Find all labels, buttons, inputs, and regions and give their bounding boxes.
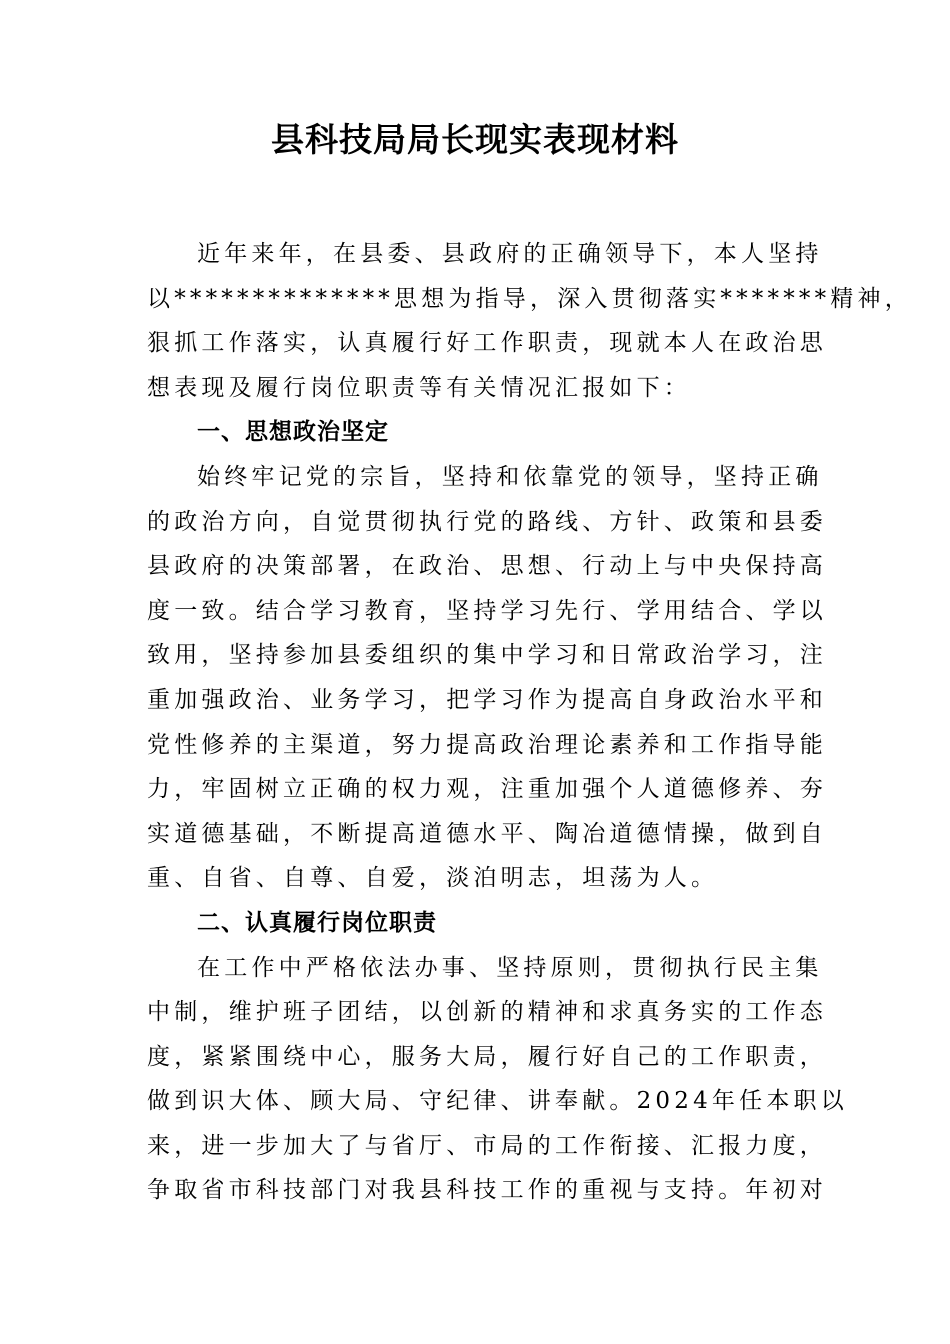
section-heading: 二、认真履行岗位职责 (197, 909, 437, 936)
section-heading: 一、思想政治坚定 (197, 419, 389, 446)
paragraph-line: 在工作中严格依法办事、坚持原则，贯彻执行民主集 (197, 954, 823, 981)
paragraph-line: 始终牢记党的宗旨，坚持和依靠党的领导，坚持正确 (197, 463, 823, 490)
paragraph-line: 狠抓工作落实，认真履行好工作职责，现就本人在政治思 (147, 330, 827, 357)
paragraph-line: 近年来年，在县委、县政府的正确领导下，本人坚持 (197, 241, 823, 267)
paragraph-line: 度，紧紧围绕中心，服务大局，履行好自己的工作职责， (147, 1043, 827, 1070)
paragraph-line: 党性修养的主渠道，努力提高政治理论素养和工作指导能 (147, 731, 827, 758)
document-body (147, 232, 912, 1213)
paragraph-line: 的政治方向，自觉贯彻执行党的路线、方针、政策和县委 (147, 508, 827, 535)
section-political (147, 410, 827, 901)
paragraph-line: 致用，坚持参加县委组织的集中学习和日常政治学习，注 (147, 642, 827, 669)
document-title: 县科技局局长现实表现材料 (271, 120, 679, 159)
paragraph-line: 想表现及履行岗位职责等有关情况汇报如下： (147, 374, 691, 401)
paragraph-line: 以**************思想为指导，深入贯彻落实*******精神， (147, 285, 912, 312)
section-duties (147, 901, 848, 1213)
paragraph-line: 县政府的决策部署，在政治、思想、行动上与中央保持高 (147, 553, 827, 580)
paragraph-line: 力，牢固树立正确的权力观，注重加强个人道德修养、夯 (147, 776, 827, 803)
paragraph-line: 度一致。结合学习教育，坚持学习先行、学用结合、学以 (147, 597, 827, 624)
paragraph-line: 做到识大体、顾大局、守纪律、讲奉献。2024年任本职以 (147, 1088, 848, 1115)
paragraph-line: 争取省市科技部门对我县科技工作的重视与支持。年初对 (147, 1177, 827, 1204)
paragraph-line: 中制，维护班子团结，以创新的精神和求真务实的工作态 (147, 999, 827, 1026)
paragraph-line: 实道德基础，不断提高道德水平、陶冶道德情操，做到自 (147, 820, 827, 847)
paragraph-line: 重、自省、自尊、自爱，淡泊明志，坦荡为人。 (147, 865, 719, 892)
paragraph-line: 重加强政治、业务学习，把学习作为提高自身政治水平和 (147, 686, 827, 713)
intro-paragraph (147, 232, 912, 410)
paragraph-line: 来，进一步加大了与省厅、市局的工作衔接、汇报力度， (147, 1132, 827, 1159)
